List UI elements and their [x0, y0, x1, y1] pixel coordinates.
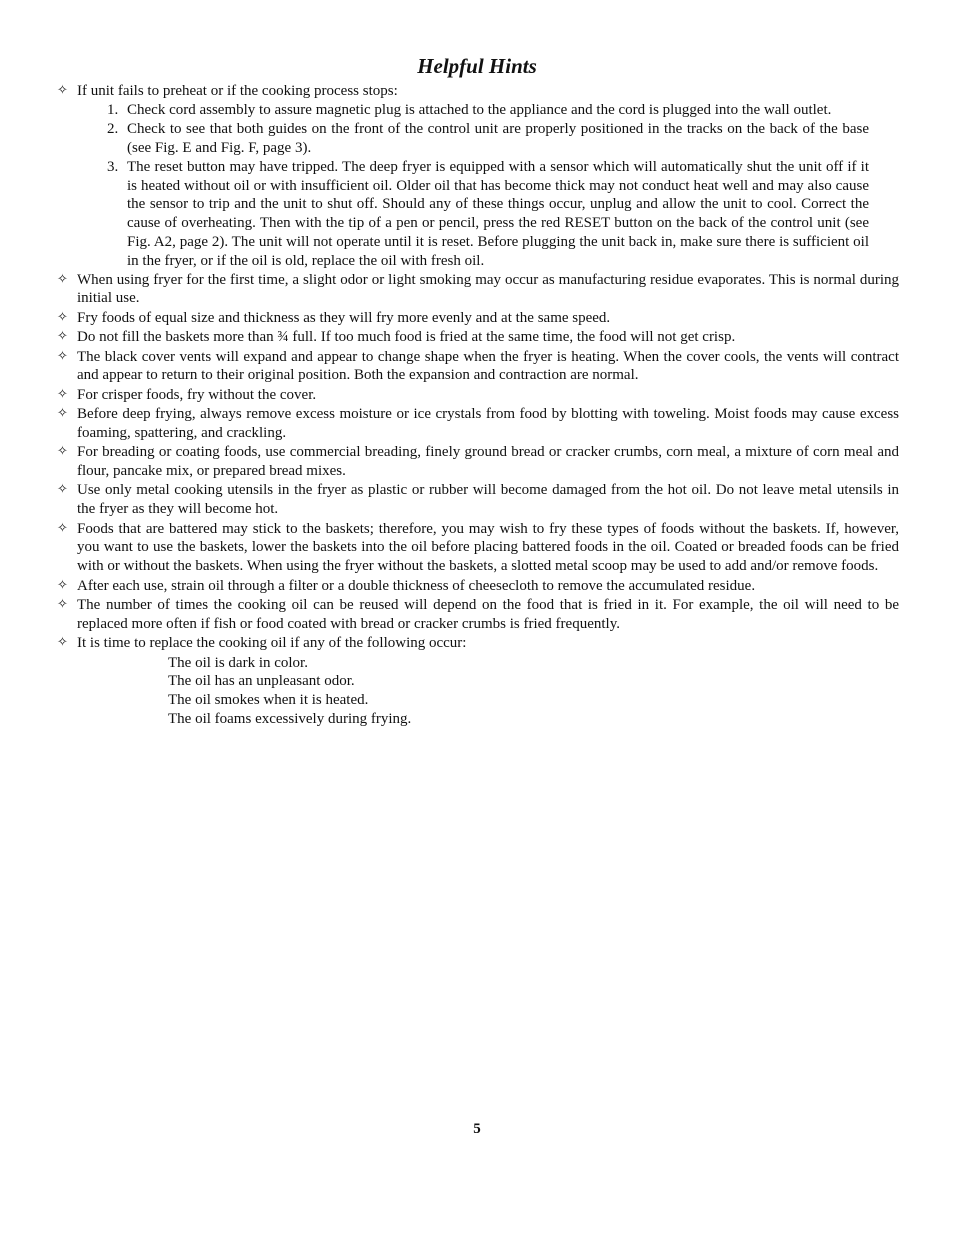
condition-item: The oil is dark in color.: [168, 654, 308, 671]
hint-text: Before deep frying, always remove excess moisture or ice crystals from food by blotting with toweling. Moist foods may cause excess foaming, spattering, and crackling.: [77, 406, 899, 441]
hint-item: [57, 443, 899, 481]
condition-item: The oil smokes when it is heated.: [168, 692, 369, 709]
step-number: 3.: [107, 158, 119, 175]
step-number: 1.: [107, 102, 119, 119]
hint-intro: [57, 82, 899, 101]
hint-text: After each use, strain oil through a filter or a double thickness of cheesecloth to remove the accumulated residue.: [77, 577, 756, 594]
step-item: [107, 101, 869, 120]
step-item: [107, 158, 869, 271]
step-number: 2.: [107, 121, 119, 138]
step-text: Check to see that both guides on the front of the control unit are properly positioned in the tracks on the back of the base (see Fig. E and Fig. F, page 3).: [127, 121, 869, 156]
hint-item: [57, 481, 899, 519]
bullet-diamond-icon: ✧: [57, 83, 68, 98]
bullet-diamond-icon: ✧: [57, 444, 68, 460]
hint-text: Foods that are battered may stick to the baskets; therefore, you may wish to fry these types of foods without the baskets. If, however, you want to use the baskets, lower the baskets into the oil before placing battered foods in the oil. Coated or breaded foods can be fried with or without the baskets. When using the fryer without the baskets, a slotted metal scoop may be used to add and/or remove foods.: [77, 520, 899, 575]
page-number: 5: [473, 1121, 481, 1137]
bullet-diamond-icon: ✧: [57, 406, 68, 422]
hint-text: It is time to replace the cooking oil if any of the following occur:: [77, 635, 467, 652]
step-item: [107, 120, 869, 158]
bullet-diamond-icon: ✧: [57, 329, 68, 345]
replace-conditions-list: [57, 654, 899, 729]
bullet-diamond-icon: ✧: [57, 597, 68, 613]
hint-text: Use only metal cooking utensils in the fryer as plastic or rubber will become damaged from the hot oil. Do not leave metal utensils in the fryer as they will become hot.: [77, 482, 899, 518]
bullet-diamond-icon: ✧: [57, 520, 68, 536]
hint-item: [57, 328, 899, 347]
hint-text: The black cover vents will expand and appear to change shape when the fryer is heating. When the cover cools, the vents will contract and appear to return to their original position. Both the expansion and contraction are normal.: [77, 348, 899, 384]
condition-item: The oil foams excessively during frying.: [168, 711, 412, 728]
hint-text: When using fryer for the first time, a slight odor or light smoking may occur as manufacturing residue evaporates. This is normal during initial use.: [77, 271, 899, 307]
hint-text: For crisper foods, fry without the cover.: [77, 386, 317, 403]
page-title: Helpful Hints: [417, 54, 537, 78]
hint-item: [57, 596, 899, 634]
step-text: Check cord assembly to assure magnetic plug is attached to the appliance and the cord is plugged into the wall outlet.: [127, 102, 832, 119]
bullet-diamond-icon: ✧: [57, 386, 68, 402]
step-text: The reset button may have tripped. The deep fryer is equipped with a sensor which will automatically shut the unit off if it is heated without oil or with insufficient oil. Older oil that has become thick may not conduct heat well and may also cause the sensor to trip and the unit to shut off. Should any of these things occur, unplug and allow the unit to cool. Correct the cause of overheating. Then with the tip of a pen or pencil, press the red RESET button on the back of the control unit (see Fig. A2, page 2). The unit will not operate until it is reset. Before plugging the unit back in, make sure there is sufficient oil in the fryer, or if the oil is old, replace the oil with fresh oil.: [127, 158, 869, 269]
troubleshooting-steps: [107, 101, 899, 270]
hint-text: Do not fill the baskets more than ¾ full. If too much food is fried at the same time, the food will not get crisp.: [77, 329, 736, 346]
hint-item: [57, 634, 899, 653]
hint-item: [57, 386, 899, 405]
hint-item: [57, 577, 899, 596]
hint-item: [57, 405, 899, 443]
hint-text: Fry foods of equal size and thickness as they will fry more evenly and at the same speed.: [77, 309, 611, 326]
hint-text: If unit fails to preheat or if the cooking process stops:: [77, 83, 398, 99]
bullet-diamond-icon: ✧: [57, 348, 68, 364]
hint-text: The number of times the cooking oil can be reused will depend on the food that is fried in it. For example, the oil will need to be replaced more often if fish or food coated with bread or cracker crumbs is fried frequently.: [77, 597, 899, 632]
hint-item: [57, 309, 899, 328]
bullet-diamond-icon: ✧: [57, 482, 68, 498]
condition-item: The oil has an unpleasant odor.: [168, 673, 355, 690]
bullet-diamond-icon: ✧: [57, 309, 68, 325]
hint-item: [57, 271, 899, 309]
bullet-diamond-icon: ✧: [57, 635, 68, 651]
bullet-diamond-icon: ✧: [57, 577, 68, 593]
hint-item: [57, 348, 899, 386]
bullet-diamond-icon: ✧: [57, 271, 68, 287]
hint-text: For breading or coating foods, use commercial breading, finely ground bread or cracker crumbs, corn meal, a mixture of corn meal and flour, pancake mix, or prepared bread mixes.: [77, 444, 899, 480]
hint-item: [57, 520, 899, 576]
hints-content: [57, 82, 899, 729]
